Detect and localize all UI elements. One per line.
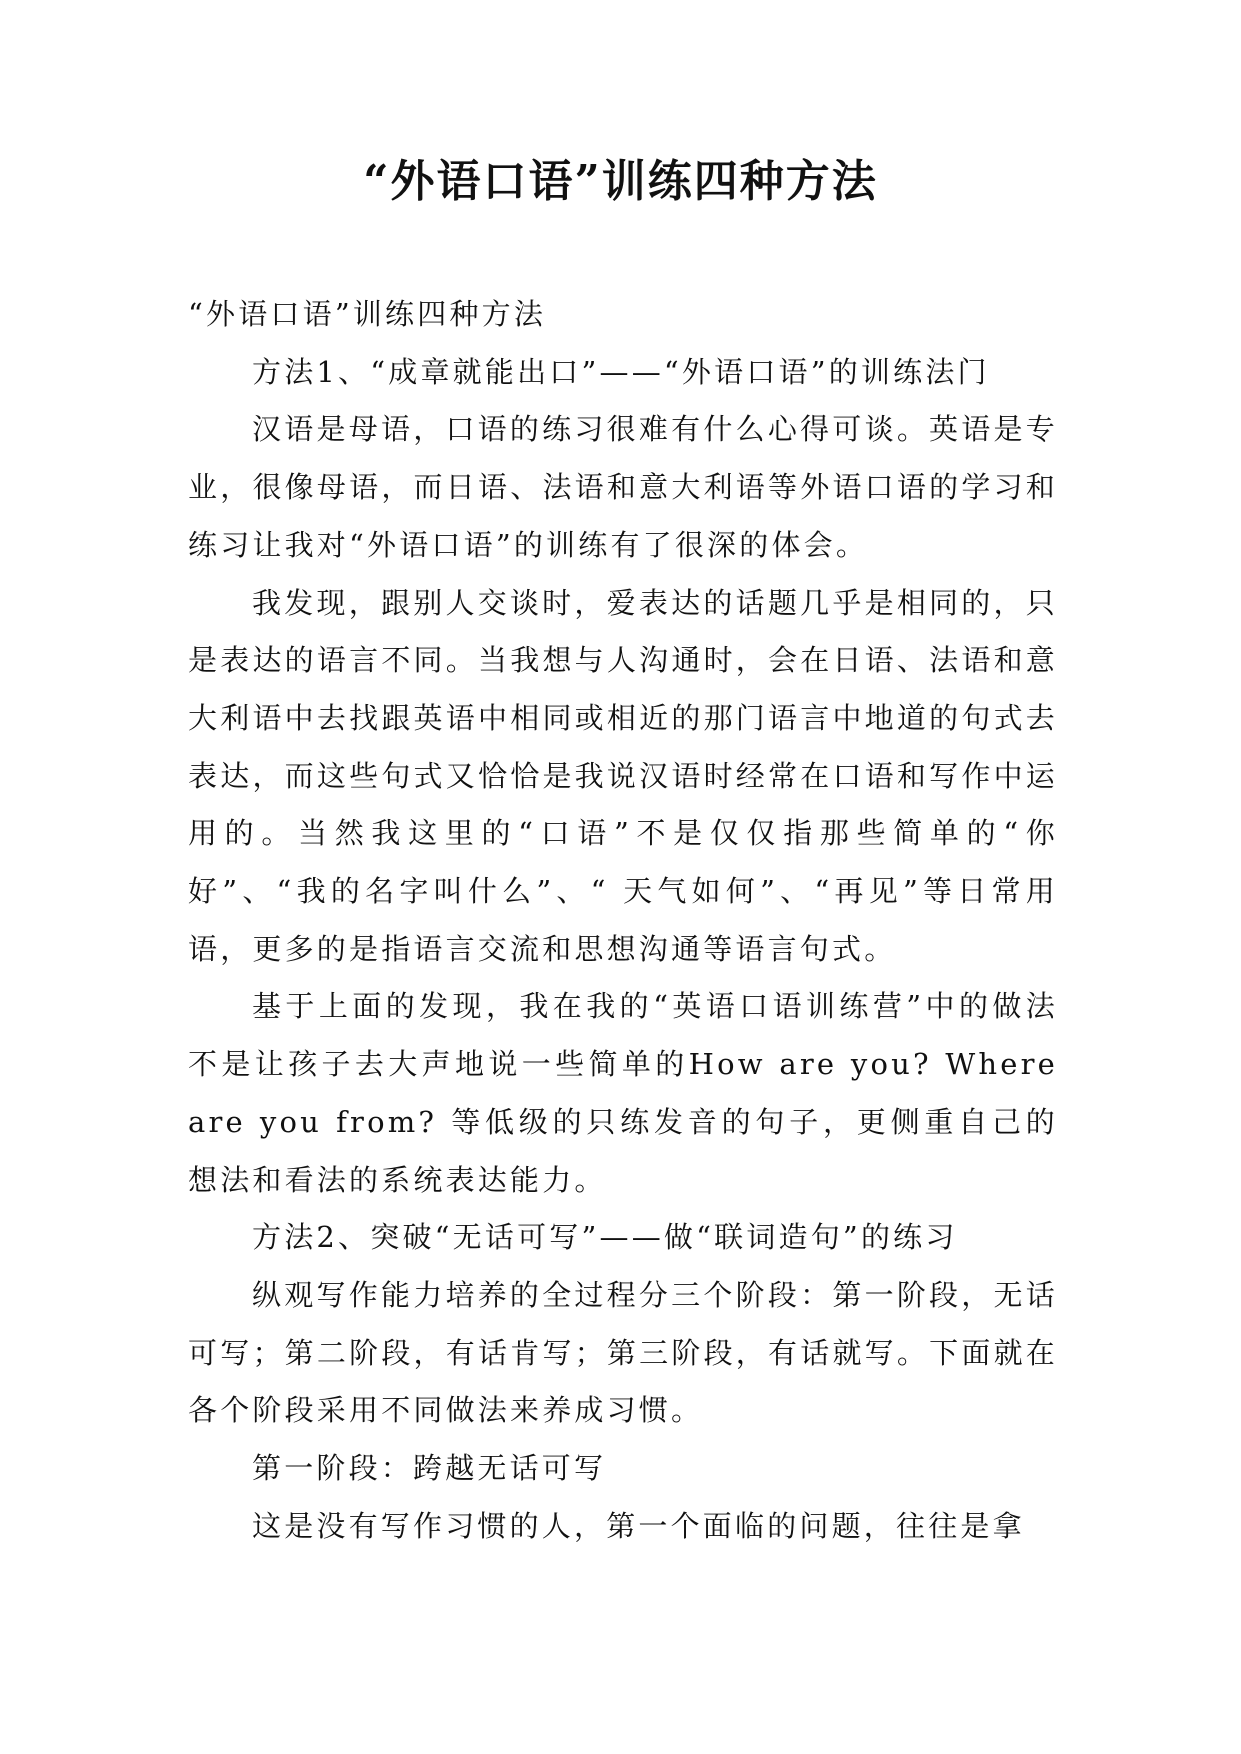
body-paragraph: 我发现，跟别人交谈时，爱表达的话题几乎是相同的，只是表达的语言不同。当我想与人沟通时，会在日语、法语和意大利语中去找跟英语中相同或相近的那门语言中地道的句式去表达，而这些句式又恰恰是我说汉语时经常在口语和写作中运用的。当然我这里的“口语”不是仅仅指那些简单的“你好”、“我的名字叫什么”、“ 天气如何”、“再见”等日常用语，更多的是指语言交流和思想沟通等语言句式。 — [188, 585, 1058, 966]
body-paragraph: 基于上面的发现，我在我的“英语口语训练营”中的做法不是让孩子去大声地说一些简单的How are you? Where are you from? 等低级的只练发音的句子，更侧重自己的想法和看法的系统表达能力。 — [188, 989, 1058, 1197]
method-2-heading: 方法2、突破“无话可写”——做“联词造句”的练习 — [252, 1220, 958, 1255]
document-body — [188, 286, 1058, 1555]
body-paragraph: 汉语是母语，口语的练习很难有什么心得可谈。英语是专业，很像母语，而日语、法语和意大利语等外语口语的学习和练习让我对“外语口语”的训练有了很深的体会。 — [188, 412, 1058, 562]
stage-1-heading: 第一阶段：跨越无话可写 — [252, 1451, 607, 1486]
document-title: “外语口语”训练四种方法 — [363, 156, 878, 207]
subtitle-paragraph: “外语口语”训练四种方法 — [188, 297, 547, 331]
body-paragraph: 这是没有写作习惯的人，第一个面临的问题，往往是拿 — [252, 1508, 1025, 1543]
method-1-heading: 方法1、“成章就能出口”——“外语口语”的训练法门 — [252, 354, 990, 389]
body-paragraph: 纵观写作能力培养的全过程分三个阶段：第一阶段，无话可写；第二阶段，有话肯写；第三阶段，有话就写。下面就在各个阶段采用不同做法来养成习惯。 — [188, 1277, 1058, 1428]
